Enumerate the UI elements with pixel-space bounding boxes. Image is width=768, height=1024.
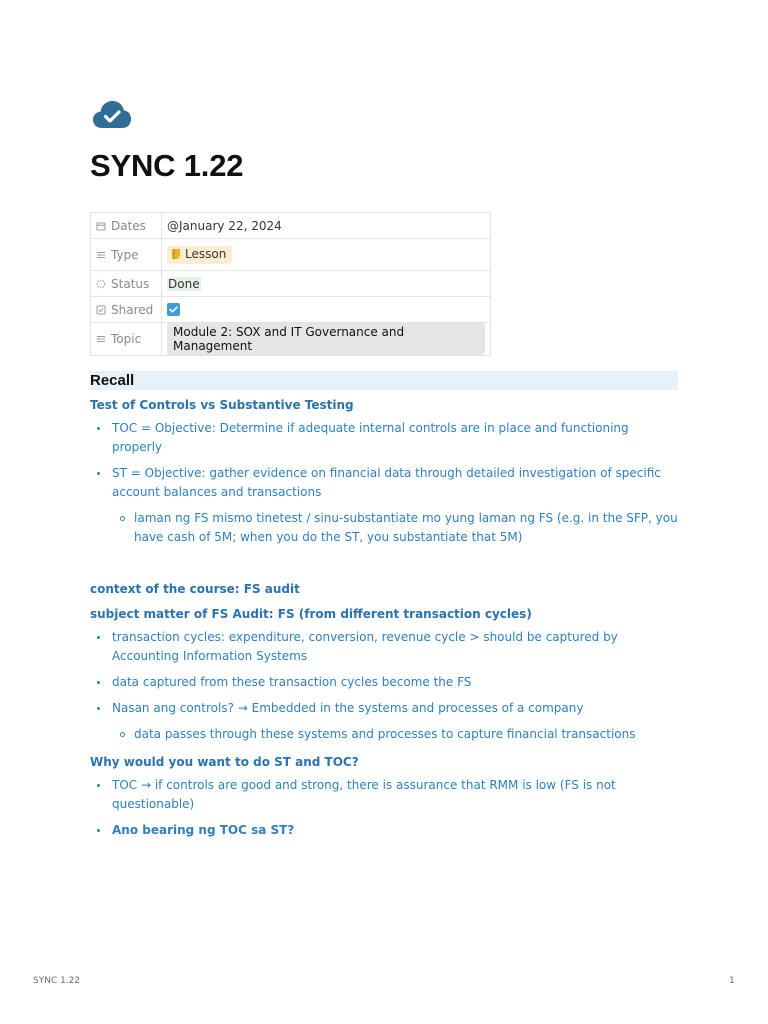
list-item: TOC = Objective: Determine if adequate internal controls are in place and functioning properly (90, 419, 680, 457)
notes-content (90, 394, 680, 847)
page-title: SYNC 1.22 (90, 148, 244, 183)
section-heading: Test of Controls vs Substantive Testing (90, 398, 354, 412)
property-label: Status (111, 276, 150, 291)
list-item: laman ng FS mismo tinetest / sinu-substantiate mo yung laman ng FS (e.g. in the SFP, you have cash of 5M; when you do the ST, you substantiate that 5M) (112, 509, 680, 547)
checkbox-icon (96, 305, 106, 315)
calendar-icon (96, 221, 106, 231)
list-item: ST = Objective: gather evidence on financial data through detailed investigation of specific account balances and transactions laman ng FS mismo tinetest / sinu-substantiate mo yung laman ng FS (e.g. in the SFP, you have cash of 5M; when you do the ST, you substantiate that 5M) (90, 464, 680, 547)
list-item: transaction cycles: expenditure, conversion, revenue cycle > should be captured by Accounting Information Systems (90, 628, 680, 666)
cloud-check-icon (92, 98, 132, 130)
footer-title: SYNC 1.22 (33, 976, 81, 986)
property-label: Type (111, 247, 139, 262)
property-label: Dates (111, 218, 146, 233)
section-heading: context of the course: FS audit (90, 582, 300, 596)
property-row-dates (91, 213, 491, 239)
property-row-status (91, 271, 491, 297)
sub-bullet-list (112, 509, 680, 547)
dates-value[interactable]: @January 22, 2024 (167, 218, 282, 233)
list-item: Ano bearing ng TOC sa ST? (90, 821, 680, 840)
list-item: data captured from these transaction cycles become the FS (90, 673, 680, 692)
property-label: Topic (111, 332, 142, 346)
list-item: Nasan ang controls? → Embedded in the systems and processes of a company data passes through these systems and processes to capture financial transactions (90, 699, 680, 744)
sub-bullet-list (112, 725, 680, 744)
list-icon (96, 334, 106, 344)
bullet-list (90, 628, 680, 744)
topic-tag[interactable]: Module 2: SOX and IT Governance and Management (167, 323, 485, 355)
property-row-topic (91, 323, 491, 356)
section-heading: subject matter of FS Audit: FS (from different transaction cycles) (90, 607, 532, 621)
type-tag[interactable]: Lesson (167, 246, 232, 264)
property-label: Shared (111, 302, 154, 317)
status-icon (96, 279, 106, 289)
section-heading: Why would you want to do ST and TOC? (90, 755, 359, 769)
list-item: TOC → if controls are good and strong, there is assurance that RMM is low (FS is not questionable) (90, 776, 680, 814)
status-value[interactable]: Done (168, 276, 200, 291)
page-number: 1 (729, 976, 735, 986)
bullet-list (90, 776, 680, 840)
properties-table (90, 212, 491, 356)
shared-checkbox[interactable] (167, 303, 180, 316)
list-icon (96, 250, 106, 260)
bullet-list (90, 419, 680, 547)
property-row-shared (91, 297, 491, 323)
list-item: data passes through these systems and processes to capture financial transactions (112, 725, 680, 744)
property-row-type (91, 239, 491, 271)
book-icon (171, 248, 182, 263)
recall-heading: Recall (90, 371, 678, 390)
